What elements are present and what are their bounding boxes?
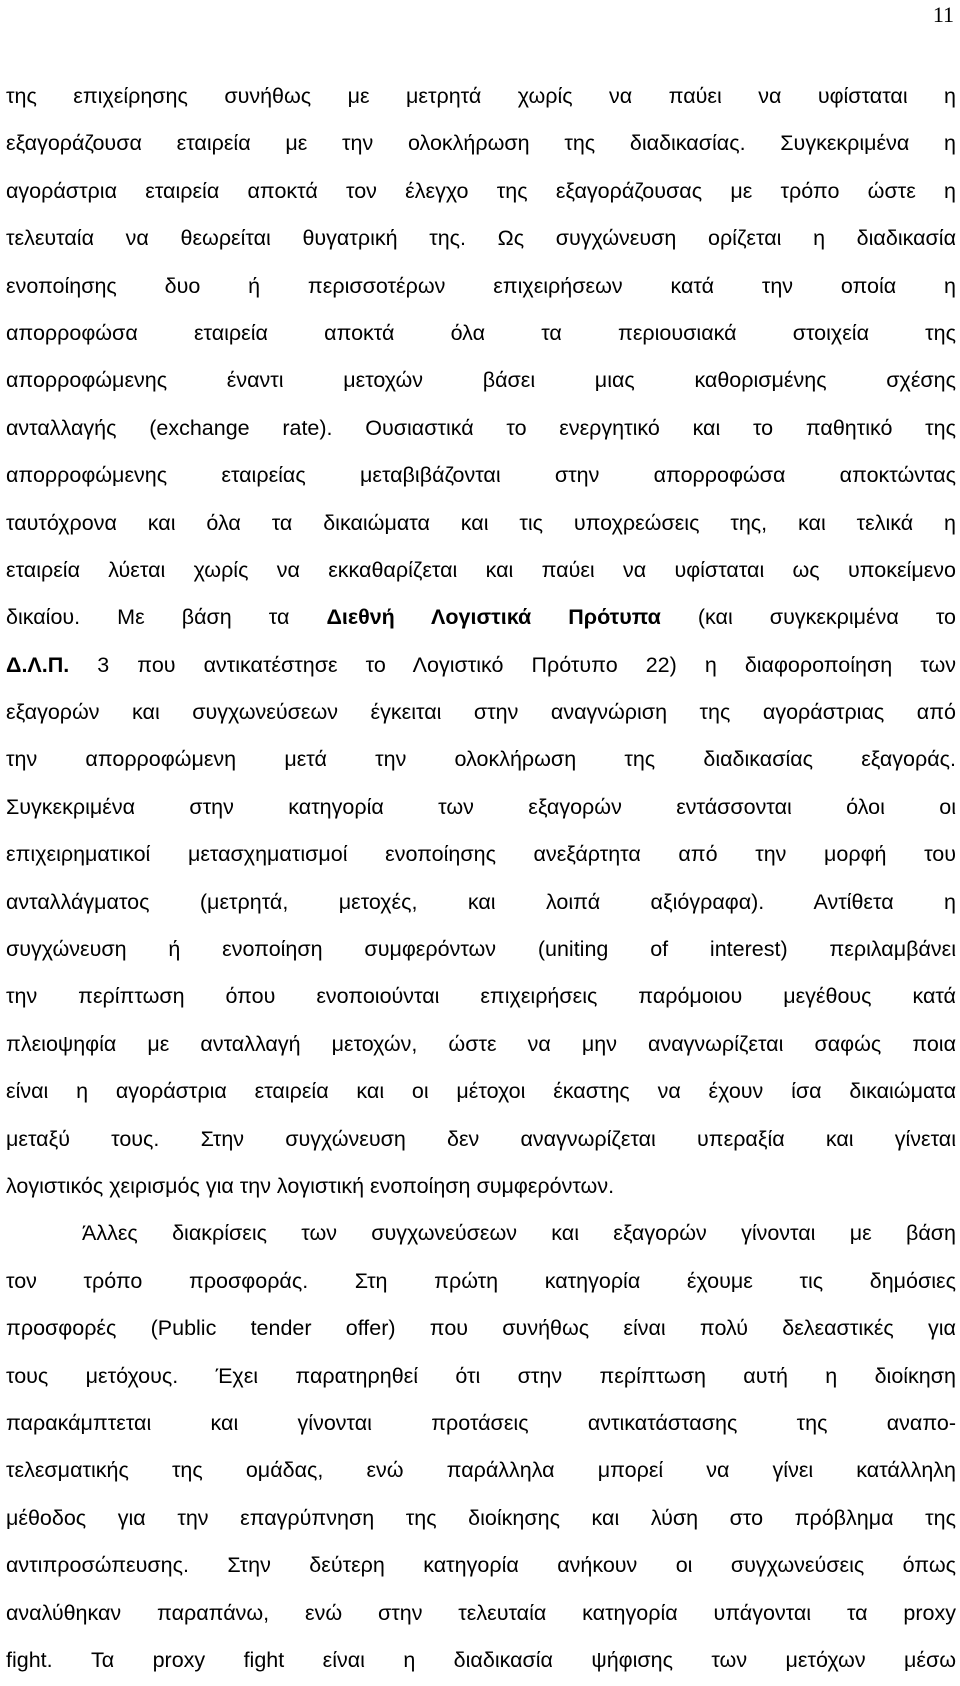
text-line: ενοποίησης δυο ή περισσοτέρων επιχειρήσεων κατά την οποία η	[6, 273, 956, 298]
text-line: Συγκεκριμένα στην κατηγορία των εξαγορών εντάσσονται όλοι οι	[6, 794, 956, 819]
text-line: απορροφώμενης εταιρείας μεταβιβάζονται στην απορροφώσα αποκτώντας	[6, 463, 956, 488]
text-line: αναλύθηκαν παραπάνω, ενώ στην τελευταία κατηγορία υπάγονται τα proxy	[6, 1600, 956, 1625]
text-line: λογιστικός χειρισμός για την λογιστική ενοποίηση συμφερόντων.	[6, 1173, 615, 1198]
text-line: ταυτόχρονα και όλα τα δικαιώματα και τις υποχρεώσεις της, και τελικά η	[6, 510, 956, 535]
text-line: αγοράστρια εταιρεία αποκτά τον έλεγχο της εξαγοράζουσας με τρόπο ώστε η	[6, 178, 956, 203]
bold-term: Δ.Λ.Π.	[6, 652, 70, 677]
text-run: δικαίου. Με βάση τα	[6, 605, 327, 630]
text-line: συγχώνευση ή ενοποίηση συμφερόντων (uniting of interest) περιλαμβάνει	[6, 937, 956, 962]
text-line: εξαγοράζουσα εταιρεία με την ολοκλήρωση της διαδικασίας. Συγκεκριμένα η	[6, 131, 956, 156]
text-line: μέθοδος για την επαγρύπνηση της διοίκησης και λύση στο πρόβλημα της	[6, 1505, 956, 1530]
text-line: τον τρόπο προσφοράς. Στη πρώτη κατηγορία έχουμε τις δημόσιες	[6, 1268, 956, 1293]
text-line: εξαγορών και συγχωνεύσεων έγκειται στην αναγνώριση της αγοράστριας από	[6, 700, 956, 725]
text-line: fight. Τα proxy fight είναι η διαδικασία ψήφισης των μετόχων μέσω	[6, 1647, 956, 1672]
text-line: εταιρεία λύεται χωρίς να εκκαθαρίζεται και παύει να υφίσταται ως υποκείμενο	[6, 557, 956, 582]
bold-term: Διεθνή Λογιστικά Πρότυπα	[326, 605, 661, 630]
text-line: μεταξύ τους. Στην συγχώνευση δεν αναγνωρίζεται υπεραξία και γίνεται	[6, 1126, 956, 1151]
text-run: 3 που αντικατέστησε το Λογιστικό Πρότυπο 22) η διαφοροποίηση των	[69, 652, 956, 677]
text-line	[6, 594, 956, 641]
text-line: είναι η αγοράστρια εταιρεία και οι μέτοχοι έκαστης να έχουν ίσα δικαιώματα	[6, 1079, 956, 1104]
text-line: ανταλλαγής (exchange rate). Ουσιαστικά το ενεργητικό και το παθητικό της	[6, 415, 956, 440]
text-line	[6, 642, 956, 689]
text-line: τελεσματικής της ομάδας, ενώ παράλληλα μπορεί να γίνει κατάλληλη	[6, 1458, 956, 1483]
text-line: προσφορές (Public tender offer) που συνήθως είναι πολύ δελεαστικές για	[6, 1316, 956, 1341]
text-line: επιχειρηματικοί μετασχηματισμοί ενοποίησης ανεξάρτητα από την μορφή του	[6, 842, 956, 867]
text-line: πλειοψηφία με ανταλλαγή μετοχών, ώστε να μην αναγνωρίζεται σαφώς ποια	[6, 1031, 956, 1056]
page-number: 11	[932, 2, 954, 27]
text-line: τους μετόχους. Έχει παρατηρηθεί ότι στην περίπτωση αυτή η διοίκηση	[6, 1363, 956, 1388]
text-line: απορροφώμενης έναντι μετοχών βάσει μιας καθορισμένης σχέσης	[6, 368, 956, 393]
text-line: απορροφώσα εταιρεία αποκτά όλα τα περιουσιακά στοιχεία της	[6, 320, 956, 345]
document-body	[6, 73, 956, 1684]
text-line: παρακάμπτεται και γίνονται προτάσεις αντικατάστασης της αναπο-	[6, 1410, 956, 1435]
text-line: την απορροφώμενη μετά την ολοκλήρωση της διαδικασίας εξαγοράς.	[6, 747, 956, 772]
text-line: την περίπτωση όπου ενοποιούνται επιχειρήσεις παρόμοιου μεγέθους κατά	[6, 984, 956, 1009]
text-run: (και συγκεκριμένα το	[660, 605, 957, 630]
text-line: αντιπροσώπευσης. Στην δεύτερη κατηγορία ανήκουν οι συγχωνεύσεις όπως	[6, 1553, 956, 1578]
text-line: της επιχείρησης συνήθως με μετρητά χωρίς να παύει να υφίσταται η	[6, 84, 956, 108]
text-line: Άλλες διακρίσεις των συγχωνεύσεων και εξαγορών γίνονται με βάση	[82, 1221, 956, 1246]
text-line: ανταλλάγματος (μετρητά, μετοχές, και λοιπά αξιόγραφα). Αντίθετα η	[6, 889, 956, 914]
text-line: τελευταία να θεωρείται θυγατρική της. Ως συγχώνευση ορίζεται η διαδικασία	[6, 226, 956, 251]
